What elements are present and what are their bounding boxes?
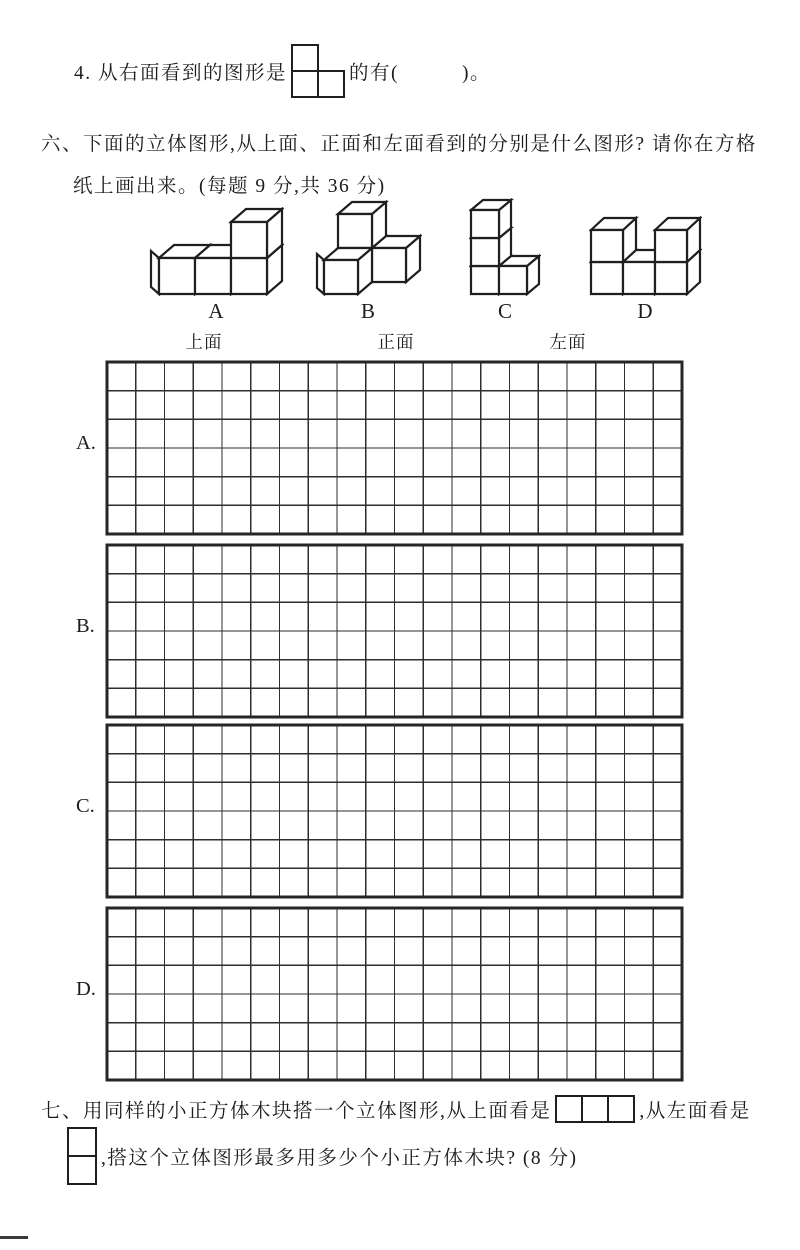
grid-label-b: B. [76,615,95,637]
grid-label-c: C. [76,795,95,817]
q7-left-view-shape [66,1126,98,1186]
grid-label-a: A. [76,432,96,454]
view-label-front: 正面 [377,332,415,352]
q7-text-suffix: ,搭这个立体图形最多用多少个小正方体木块? (8 分) [101,1148,578,1169]
question-4 [74,42,491,100]
cube-figure-c [442,194,568,322]
cube-figure-a [140,194,292,322]
q7-top-view-shape [554,1094,636,1124]
cube-figure-c-drawing [469,198,541,296]
drawing-grid-a[interactable] [105,360,684,536]
q7-text-prefix: 七、用同样的小正方体木块搭一个立体图形,从上面看是 [41,1101,552,1122]
cube-figure-b [302,194,434,322]
cube-figure-d-drawing [589,216,702,296]
grid-label-d: D. [76,978,96,1000]
section-6-title-line1: 六、下面的立体图形,从上面、正面和左面看到的分别是什么图形? 请你在方格 [41,134,757,155]
figure-label-a: A [208,299,224,323]
figure-label-c: C [497,299,512,323]
view-label-left: 左面 [549,332,587,352]
cube-figure-a-drawing [149,207,284,296]
q4-answer-blank: 的有( )。 [349,63,492,84]
question-7-line2 [66,1124,578,1188]
drawing-grid-c[interactable] [105,723,684,899]
figure-label-d: D [637,299,653,323]
drawing-grid-d[interactable] [105,906,684,1082]
cube-figure-b-drawing [315,200,422,296]
q7-text-mid: ,从左面看是 [639,1101,751,1122]
page-edge-mark [0,1236,28,1239]
q4-view-shape [290,43,346,99]
q4-text-prefix: 4. 从右面看到的图形是 [74,63,288,84]
drawing-grid-b[interactable] [105,543,684,719]
view-label-top: 上面 [185,332,223,352]
cube-figure-d [574,194,716,322]
figure-label-b: B [360,299,375,323]
section-6-title-line2: 纸上画出来。(每题 9 分,共 36 分) [73,176,386,197]
